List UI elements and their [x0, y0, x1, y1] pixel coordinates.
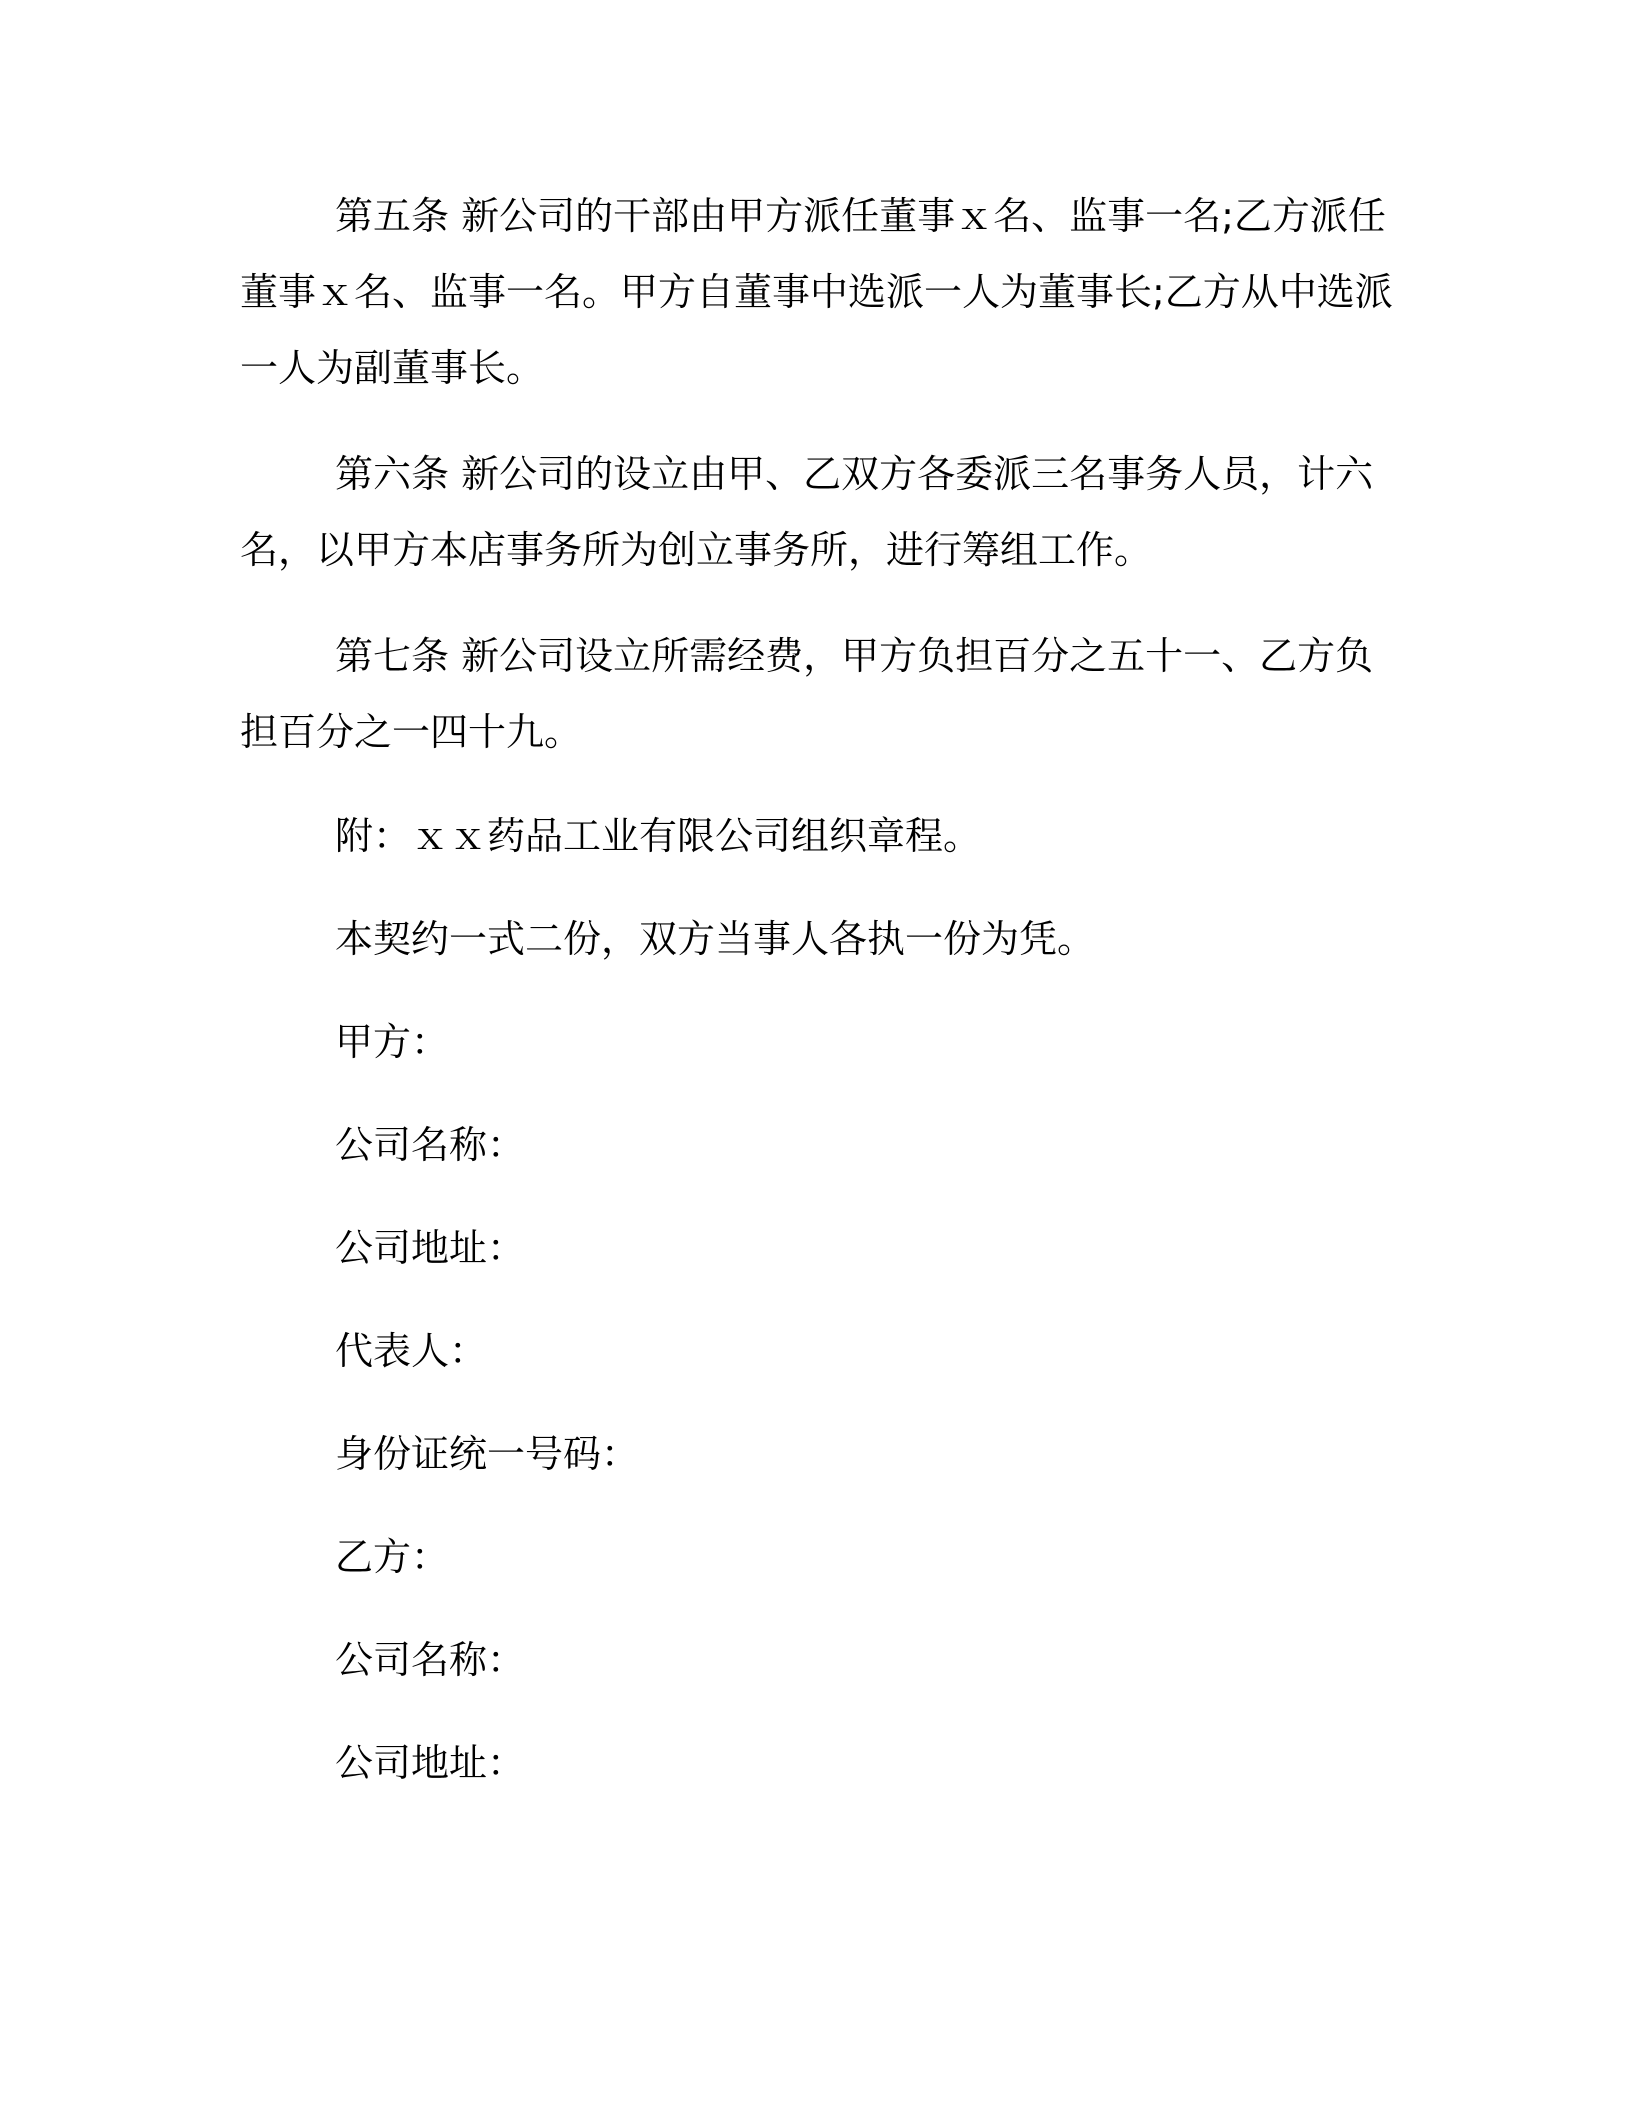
article-6-paragraph: 第六条 新公司的设立由甲、乙双方各委派三名事务人员，计六名，以甲方本店事务所为创立事务所，进行筹组工作。	[240, 452, 1374, 572]
article-7-paragraph: 第七条 新公司设立所需经费，甲方负担百分之五十一、乙方负担百分之一四十九。	[240, 634, 1374, 754]
attachment-line: 附：ｘｘ药品工业有限公司组织章程。	[335, 814, 982, 858]
party-a-id-number-label: 身份证统一号码：	[335, 1432, 640, 1476]
party-a-representative-label: 代表人：	[335, 1329, 488, 1373]
party-b-company-name-label: 公司名称：	[335, 1638, 526, 1682]
party-b-title: 乙方：	[335, 1535, 450, 1579]
party-a-company-name-label: 公司名称：	[335, 1123, 526, 1167]
article-5-paragraph: 第五条 新公司的干部由甲方派任董事ｘ名、监事一名;乙方派任董事ｘ名、监事一名。甲方自董事中选派一人为董事长;乙方从中选派一人为副董事长。	[240, 194, 1393, 390]
party-a-company-address-label: 公司地址：	[335, 1226, 526, 1270]
party-b-company-address-label: 公司地址：	[335, 1741, 526, 1785]
copies-line: 本契约一式二份，双方当事人各执一份为凭。	[335, 917, 1096, 961]
party-a-title: 甲方：	[335, 1020, 450, 1064]
